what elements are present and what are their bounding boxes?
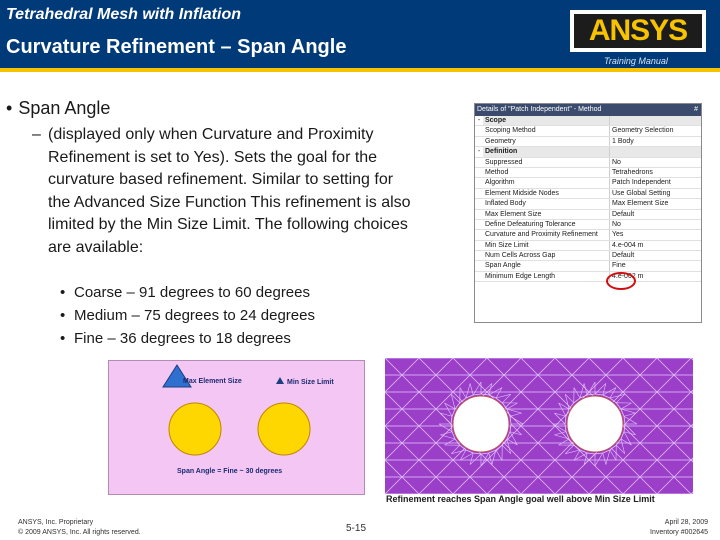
- details-row[interactable]: [475, 178, 701, 188]
- min-size-limit-label: Min Size Limit: [287, 379, 334, 386]
- mesh-edge: [554, 435, 569, 439]
- mesh-edge: [481, 394, 489, 395]
- details-row[interactable]: [475, 261, 701, 271]
- mesh-edge: [473, 394, 481, 395]
- footer-date: [600, 518, 708, 538]
- details-row-key: Element Midside Nodes: [483, 189, 610, 198]
- course-title: Tetrahedral Mesh with Inflation: [6, 6, 241, 23]
- ansys-logo-text: ANSYS: [574, 14, 702, 48]
- mesh-edge: [565, 416, 566, 424]
- page-number: 5-15: [346, 523, 367, 534]
- mesh-diagram: [385, 358, 693, 494]
- ansys-logo: [570, 10, 706, 52]
- details-row[interactable]: [475, 168, 701, 178]
- mesh-edge: [440, 432, 452, 435]
- mesh-edge: [587, 382, 595, 395]
- mesh-edge: [610, 450, 616, 460]
- list-item: [60, 281, 315, 304]
- bullet-dot-icon: •: [60, 330, 66, 347]
- details-row-key: Max Element Size: [483, 210, 610, 219]
- mesh-edge: [621, 409, 636, 413]
- mesh-edge: [440, 435, 455, 439]
- mesh-edge: [559, 439, 569, 445]
- details-row-key: Scope: [483, 116, 610, 125]
- details-row-value[interactable]: Use Global Setting: [612, 189, 671, 197]
- details-title-bar: [475, 104, 701, 116]
- details-row[interactable]: [475, 230, 701, 240]
- details-row-value[interactable]: Geometry Selection: [612, 127, 674, 135]
- mesh-edge: [507, 403, 517, 409]
- details-row-key: Scoping Method: [483, 126, 610, 135]
- details-row-value[interactable]: 4.e-004 m: [612, 241, 644, 249]
- choice-fine: Fine – 36 degrees to 18 degrees: [74, 330, 291, 347]
- mesh-edge: [510, 413, 522, 416]
- slide-title: Curvature Refinement – Span Angle: [6, 36, 347, 58]
- mesh-edge: [595, 453, 603, 466]
- mesh-edge: [481, 453, 489, 454]
- details-row-value[interactable]: Default: [612, 252, 635, 260]
- row-gutter: [475, 241, 483, 250]
- mesh-edge: [466, 383, 470, 398]
- bullet-dot-icon: •: [60, 284, 66, 301]
- dash-marker: –: [32, 126, 41, 143]
- row-gutter: [475, 220, 483, 229]
- mesh-edge: [574, 388, 580, 398]
- details-row-value[interactable]: Default: [612, 210, 635, 218]
- row-gutter: [475, 189, 483, 198]
- mesh-edge: [496, 450, 502, 460]
- details-row-key: Span Angle: [483, 261, 610, 270]
- details-title: Details of "Patch Independent" - Method: [477, 106, 602, 113]
- row-gutter: [475, 210, 483, 219]
- collapse-icon[interactable]: -: [475, 116, 483, 125]
- max-element-size-label: Max Element Size: [183, 378, 242, 385]
- mesh-edge: [470, 383, 473, 395]
- details-row-key: Curvature and Proximity Refinement: [483, 230, 610, 239]
- details-row[interactable]: [475, 220, 701, 230]
- choices-list: [60, 281, 315, 350]
- details-row[interactable]: [475, 137, 701, 147]
- mesh-edge: [606, 450, 610, 465]
- span-angle-label: Span Angle = Fine ~ 30 degrees: [177, 468, 283, 475]
- details-row-key: Suppressed: [483, 158, 610, 167]
- mesh-caption: Refinement reaches Span Angle goal well above Min Size Limit: [386, 494, 655, 504]
- footer-proprietary: [18, 518, 141, 538]
- sub-bullet: [32, 124, 412, 259]
- mesh-edge: [554, 432, 566, 435]
- bullet-text: Span Angle: [18, 98, 111, 118]
- mesh-edge: [492, 450, 496, 465]
- mesh-edge: [565, 424, 566, 432]
- details-row-key: Method: [483, 168, 610, 177]
- hole-circle-left: [169, 403, 221, 455]
- mesh-edge: [584, 383, 587, 395]
- mesh-edge: [603, 453, 606, 465]
- details-row[interactable]: [475, 147, 701, 157]
- bullet-dot-icon: •: [60, 307, 66, 324]
- details-row-key: Min Size Limit: [483, 241, 610, 250]
- row-gutter: [475, 261, 483, 270]
- row-gutter: [475, 158, 483, 167]
- sub-bullet-text: (displayed only when Curvature and Proximity Refinement is set to Yes). Sets the goal for the curvature based refinement. Similar to setting for the Advanced Size Function This refinement is also limited by the Min Size Limit. The following choices are available:: [48, 126, 411, 256]
- mesh-edge: [624, 416, 625, 424]
- details-row-key: Algorithm: [483, 178, 610, 187]
- mesh-edge: [587, 453, 595, 454]
- row-gutter: [475, 178, 483, 187]
- pin-icon[interactable]: #: [694, 106, 698, 113]
- details-row-value[interactable]: Patch Independent: [612, 179, 671, 187]
- details-row-value[interactable]: Tetrahedrons: [612, 168, 653, 176]
- row-gutter: [475, 251, 483, 260]
- row-gutter: [475, 126, 483, 135]
- header-accent-line: [0, 68, 720, 72]
- details-row[interactable]: [475, 210, 701, 220]
- row-gutter: [475, 230, 483, 239]
- diagram-span-angle-svg: [109, 361, 364, 494]
- hole-circle: [453, 396, 509, 452]
- mesh-edge: [510, 416, 523, 424]
- mesh-edge: [460, 388, 466, 398]
- details-row[interactable]: [475, 126, 701, 136]
- mesh-edge: [587, 394, 595, 395]
- min-size-triangle-icon: [276, 377, 284, 384]
- details-row-key: Geometry: [483, 137, 610, 146]
- details-row-value[interactable]: Fine: [612, 262, 626, 270]
- details-row[interactable]: [475, 272, 701, 282]
- mesh-svg: [385, 358, 693, 494]
- footer-copyright: © 2009 ANSYS, Inc. All rights reserved.: [18, 529, 141, 536]
- details-row-value[interactable]: 4.e-002 m: [612, 272, 644, 280]
- details-row-value[interactable]: 1 Body: [612, 137, 634, 145]
- mesh-edge: [510, 416, 511, 424]
- footer-date-text: April 28, 2009: [664, 519, 708, 526]
- row-gutter: [475, 199, 483, 208]
- choice-coarse: Coarse – 91 degrees to 60 degrees: [74, 284, 310, 301]
- mesh-edge: [473, 382, 481, 395]
- details-row[interactable]: [475, 241, 701, 251]
- details-rows: [475, 116, 701, 282]
- list-item: [60, 327, 315, 350]
- mesh-edge: [507, 409, 522, 413]
- highlight-ring: [606, 272, 636, 290]
- details-panel: [474, 103, 702, 323]
- bullet-span-angle: [6, 98, 110, 119]
- mesh-edge: [510, 424, 511, 432]
- bullet-dot-icon: •: [6, 98, 13, 118]
- details-row-value[interactable]: No: [612, 220, 621, 228]
- list-item: [60, 304, 315, 327]
- details-row-value[interactable]: [610, 147, 701, 156]
- choice-medium: Medium – 75 degrees to 24 degrees: [74, 307, 315, 324]
- details-row[interactable]: [475, 251, 701, 261]
- row-gutter: [475, 168, 483, 177]
- details-row[interactable]: [475, 189, 701, 199]
- training-manual-label: Training Manual: [604, 56, 668, 66]
- row-gutter: [475, 272, 483, 281]
- mesh-edge: [445, 439, 455, 445]
- details-row-key: Definition: [483, 147, 610, 156]
- details-row[interactable]: [475, 116, 701, 126]
- details-row-key: Minimum Edge Length: [483, 272, 610, 281]
- mesh-edge: [580, 383, 584, 398]
- collapse-icon[interactable]: -: [475, 147, 483, 156]
- slide-header: [0, 0, 720, 68]
- mesh-edge: [621, 403, 631, 409]
- mesh-edge: [595, 394, 603, 395]
- details-row[interactable]: [475, 158, 701, 168]
- details-row[interactable]: [475, 199, 701, 209]
- details-row-value[interactable]: No: [612, 158, 621, 166]
- details-row-key: Inflated Body: [483, 199, 610, 208]
- footer-inventory: Inventory #002645: [650, 529, 708, 536]
- hole-circle-right: [258, 403, 310, 455]
- details-row-value[interactable]: Max Element Size: [612, 200, 669, 208]
- details-row-key: Num Cells Across Gap: [483, 251, 610, 260]
- details-row-key: Define Defeaturing Tolerance: [483, 220, 610, 229]
- diagram-span-angle: [108, 360, 365, 495]
- details-row-value[interactable]: Yes: [612, 231, 624, 239]
- mesh-edge: [439, 424, 452, 432]
- mesh-edge: [451, 416, 452, 424]
- footer-company: ANSYS, Inc. Proprietary: [18, 519, 94, 526]
- hole-circle: [567, 396, 623, 452]
- row-gutter: [475, 137, 483, 146]
- details-row-value[interactable]: [610, 116, 701, 125]
